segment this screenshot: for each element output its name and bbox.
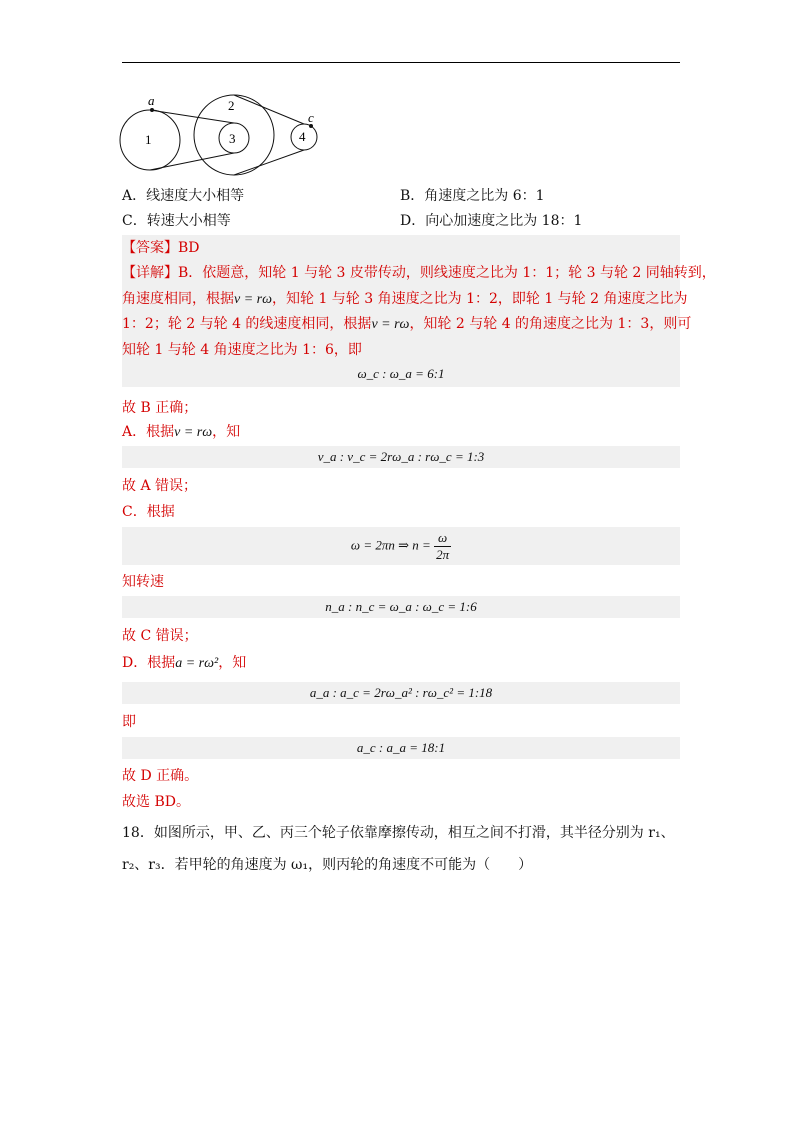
answer-line: 【答案】BD	[122, 240, 200, 256]
label-wheel-2: 2	[228, 98, 235, 113]
d-middle-line: 即	[122, 714, 136, 730]
label-a: a	[148, 93, 155, 108]
option-a: A．线速度大小相等	[122, 188, 245, 204]
label-c: c	[308, 110, 314, 125]
formula-v-rw: v = rω	[371, 317, 410, 332]
a-reason-line: A．根据v = rω，知	[122, 424, 241, 440]
d-conclusion: 故 D 正确。	[122, 768, 199, 784]
point-a	[150, 108, 154, 112]
formula-a-rw2: a = rω²	[175, 656, 219, 671]
c-conclusion: 故 C 错误；	[122, 628, 198, 644]
detail-line-2: 角速度相同，根据v = rω，知轮 1 与轮 3 角速度之比为 1：2，即轮 1 与轮 2 角速度之比为	[122, 291, 688, 307]
equation-3: ω = 2πn ⇒ n = $\frac{\omega}{2\pi}$	[350, 530, 450, 562]
pulley-diagram	[118, 90, 338, 180]
formula-v-rw: v = rω	[234, 292, 272, 307]
equation-4: n_a : n_c = ω_a : ω_c = 1:6	[325, 599, 477, 614]
d-reason-line: D．根据a = rω²，知	[122, 655, 247, 671]
answer-block	[122, 235, 680, 387]
question-18-line-1: 18．如图所示，甲、乙、丙三个轮子依靠摩擦传动，相互之间不打滑，其半径分别为 r₁、	[122, 825, 675, 841]
formula-v-rw: v = rω	[174, 425, 213, 440]
a-conclusion: 故 A 错误；	[122, 478, 198, 494]
option-b: B．角速度之比为 6：1	[400, 188, 545, 204]
belt-top-right	[234, 95, 304, 124]
equation-5: a_a : a_c = 2rω_a² : rω_c² = 1:18	[309, 685, 493, 700]
detail-line-4: 知轮 1 与轮 4 角速度之比为 1：6，即	[122, 342, 362, 358]
b-conclusion: 故 B 正确；	[122, 400, 198, 416]
equation-2: v_a : v_c = 2rω_a : rω_c = 1:3	[317, 449, 485, 464]
label-wheel-4: 4	[299, 129, 306, 144]
detail-line-1: 【详解】B．依题意，知轮 1 与轮 3 皮带传动，则线速度之比为 1：1；轮 3 与轮 2 同轴转到，	[122, 265, 716, 281]
belt-bottom-left	[150, 153, 234, 170]
equation-1: ω_c : ω_a = 6:1	[357, 366, 445, 381]
c-middle-line: 知转速	[122, 574, 164, 590]
option-c: C．转速大小相等	[122, 213, 231, 229]
c-reason-line: C．根据	[122, 504, 175, 520]
label-wheel-3: 3	[229, 131, 236, 146]
final-answer: 故选 BD。	[122, 794, 190, 810]
option-d: D．向心加速度之比为 18：1	[400, 213, 583, 229]
equation-6: a_c : a_a = 18:1	[356, 740, 446, 755]
question-18-line-2: r₂、r₃．若甲轮的角速度为 ω₁，则丙轮的角速度不可能为（ ）	[122, 857, 533, 873]
belt-top-left	[150, 110, 234, 123]
header-rule	[122, 62, 680, 63]
label-wheel-1: 1	[145, 132, 152, 147]
detail-line-3: 1：2；轮 2 与轮 4 的线速度相同，根据v = rω，知轮 2 与轮 4 的角速度之比为 1：3，则可	[122, 316, 692, 332]
